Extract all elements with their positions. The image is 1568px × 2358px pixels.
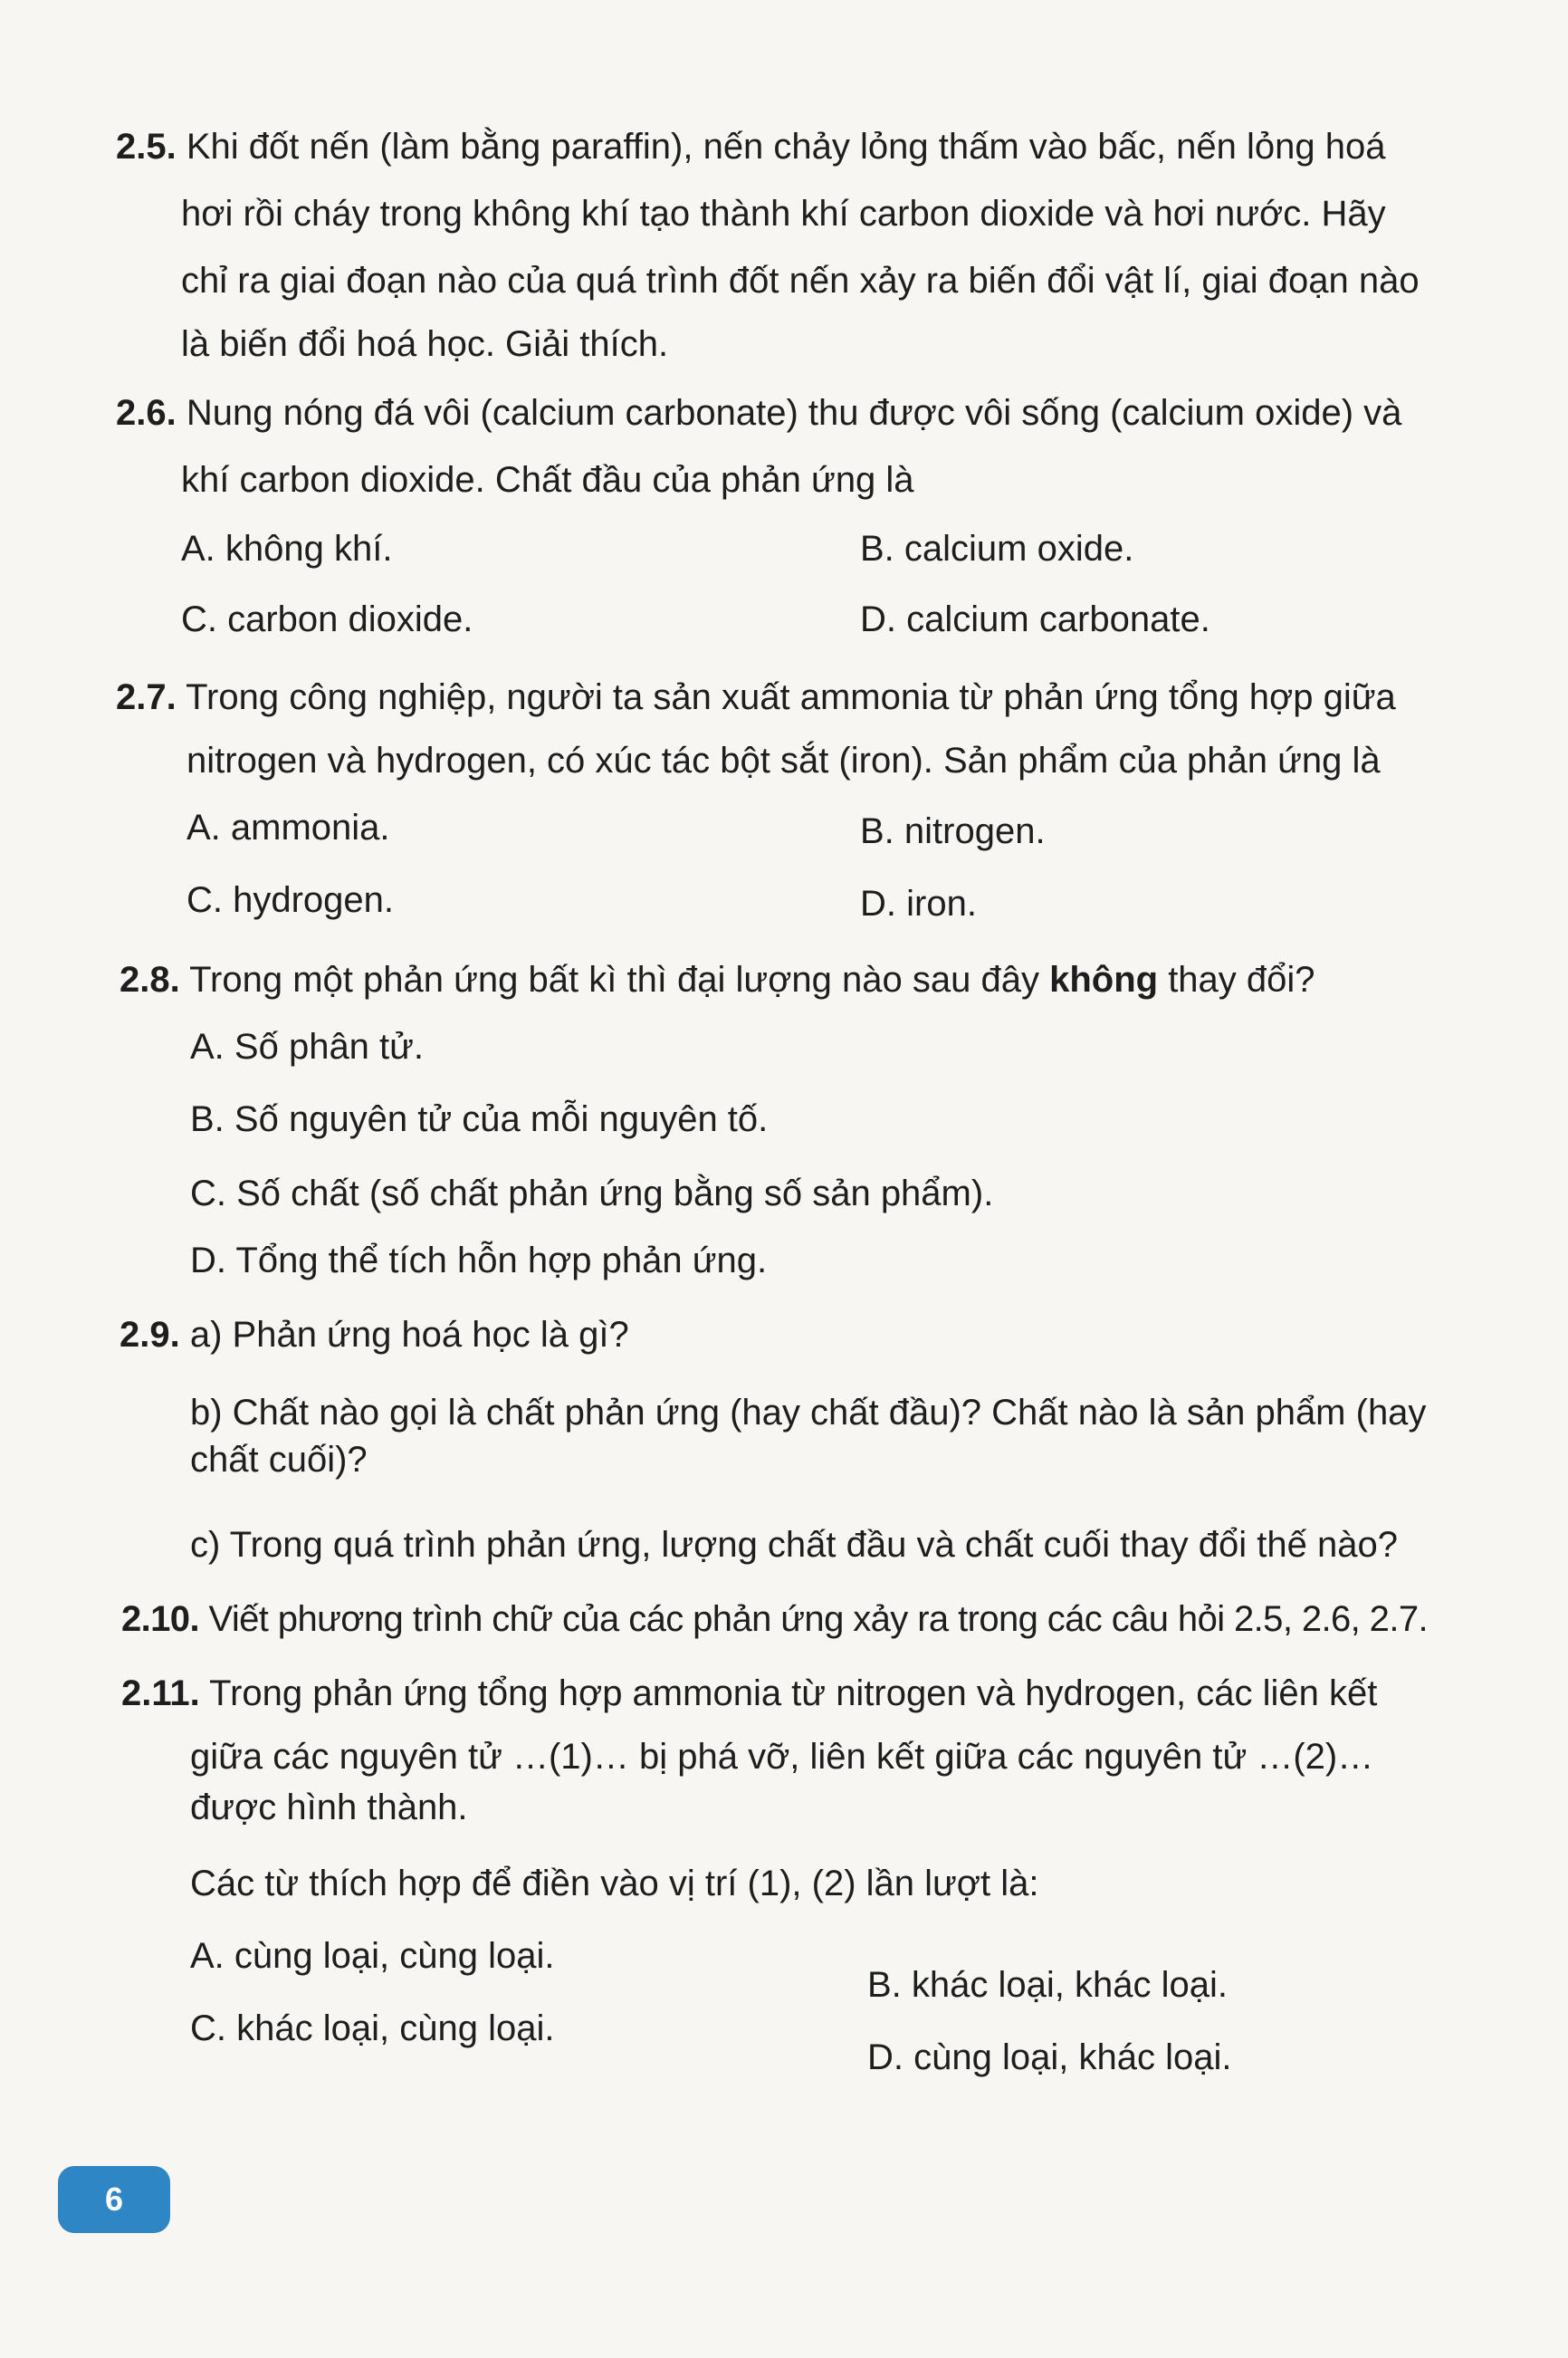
option-c: C. khác loại, cùng loại. xyxy=(190,2008,555,2048)
option-b: B. Số nguyên tử của mỗi nguyên tố. xyxy=(190,1099,769,1139)
question-text: thay đổi? xyxy=(1158,960,1315,1000)
option-a: A. không khí. xyxy=(181,529,393,569)
question-text: Trong công nghiệp, người ta sản xuất ammonia từ phản ứng tổng hợp giữa xyxy=(186,677,1396,717)
option-c: C. hydrogen. xyxy=(186,880,395,920)
option-a: A. ammonia. xyxy=(186,808,390,848)
option-d: D. Tổng thể tích hỗn hợp phản ứng. xyxy=(190,1241,768,1280)
question-number: 2.6. xyxy=(116,393,177,433)
question-number: 2.7. xyxy=(116,677,177,717)
question-part-b-continued: chất cuối)? xyxy=(190,1440,368,1480)
question-text: khí carbon dioxide. Chất đầu của phản ứng là xyxy=(181,460,914,500)
question-number: 2.10. xyxy=(121,1599,199,1639)
question-text: là biến đổi hoá học. Giải thích. xyxy=(181,324,669,364)
page-number-badge xyxy=(58,2166,170,2233)
question-text: chỉ ra giai đoạn nào của quá trình đốt nến xảy ra biến đổi vật lí, giai đoạn nào xyxy=(181,261,1420,301)
question-text: Trong phản ứng tổng hợp ammonia từ nitrogen và hydrogen, các liên kết xyxy=(209,1673,1378,1713)
question-number: 2.11. xyxy=(121,1673,200,1713)
question-text: nitrogen và hydrogen, có xúc tác bột sắt (iron). Sản phẩm của phản ứng là xyxy=(186,741,1381,781)
question-part-b: b) Chất nào gọi là chất phản ứng (hay chất đầu)? Chất nào là sản phẩm (hay xyxy=(190,1393,1427,1433)
question-text: giữa các nguyên tử …(1)… bị phá vỡ, liên kết giữa các nguyên tử …(2)… xyxy=(190,1737,1374,1777)
question-text: Trong một phản ứng bất kì thì đại lượng nào sau đây xyxy=(189,960,1050,1000)
question-number: 2.9. xyxy=(120,1315,180,1355)
option-d: D. calcium carbonate. xyxy=(860,599,1210,639)
question-text: Nung nóng đá vôi (calcium carbonate) thu được vôi sống (calcium oxide) và xyxy=(186,393,1402,433)
option-d: D. iron. xyxy=(860,884,977,924)
option-a: A. cùng loại, cùng loại. xyxy=(190,1936,555,1976)
question-part-c: c) Trong quá trình phản ứng, lượng chất đầu và chất cuối thay đổi thế nào? xyxy=(190,1525,1398,1565)
option-a: A. Số phân tử. xyxy=(190,1027,425,1067)
question-text: hơi rồi cháy trong không khí tạo thành khí carbon dioxide và hơi nước. Hãy xyxy=(181,194,1386,234)
option-b: B. calcium oxide. xyxy=(860,529,1134,569)
emphasis-text: không xyxy=(1049,960,1159,1000)
option-c: C. Số chất (số chất phản ứng bằng số sản phẩm). xyxy=(190,1174,994,1213)
question-part-a: a) Phản ứng hoá học là gì? xyxy=(189,1315,629,1355)
question-text: Viết phương trình chữ của các phản ứng xảy ra trong các câu hỏi 2.5, 2.6, 2.7. xyxy=(208,1599,1429,1639)
question-number: 2.8. xyxy=(120,960,180,1000)
option-b: B. khác loại, khác loại. xyxy=(867,1965,1228,2005)
option-b: B. nitrogen. xyxy=(860,811,1046,851)
page-number: 6 xyxy=(104,2181,124,2218)
question-prompt: Các từ thích hợp để điền vào vị trí (1), (2) lần lượt là: xyxy=(190,1864,1039,1903)
question-number: 2.5. xyxy=(116,127,177,167)
question-text: được hình thành. xyxy=(190,1788,468,1827)
option-d: D. cùng loại, khác loại. xyxy=(867,2037,1232,2077)
question-text: Khi đốt nến (làm bằng paraffin), nến chảy lỏng thấm vào bấc, nến lỏng hoá xyxy=(186,127,1386,167)
option-c: C. carbon dioxide. xyxy=(181,599,473,639)
